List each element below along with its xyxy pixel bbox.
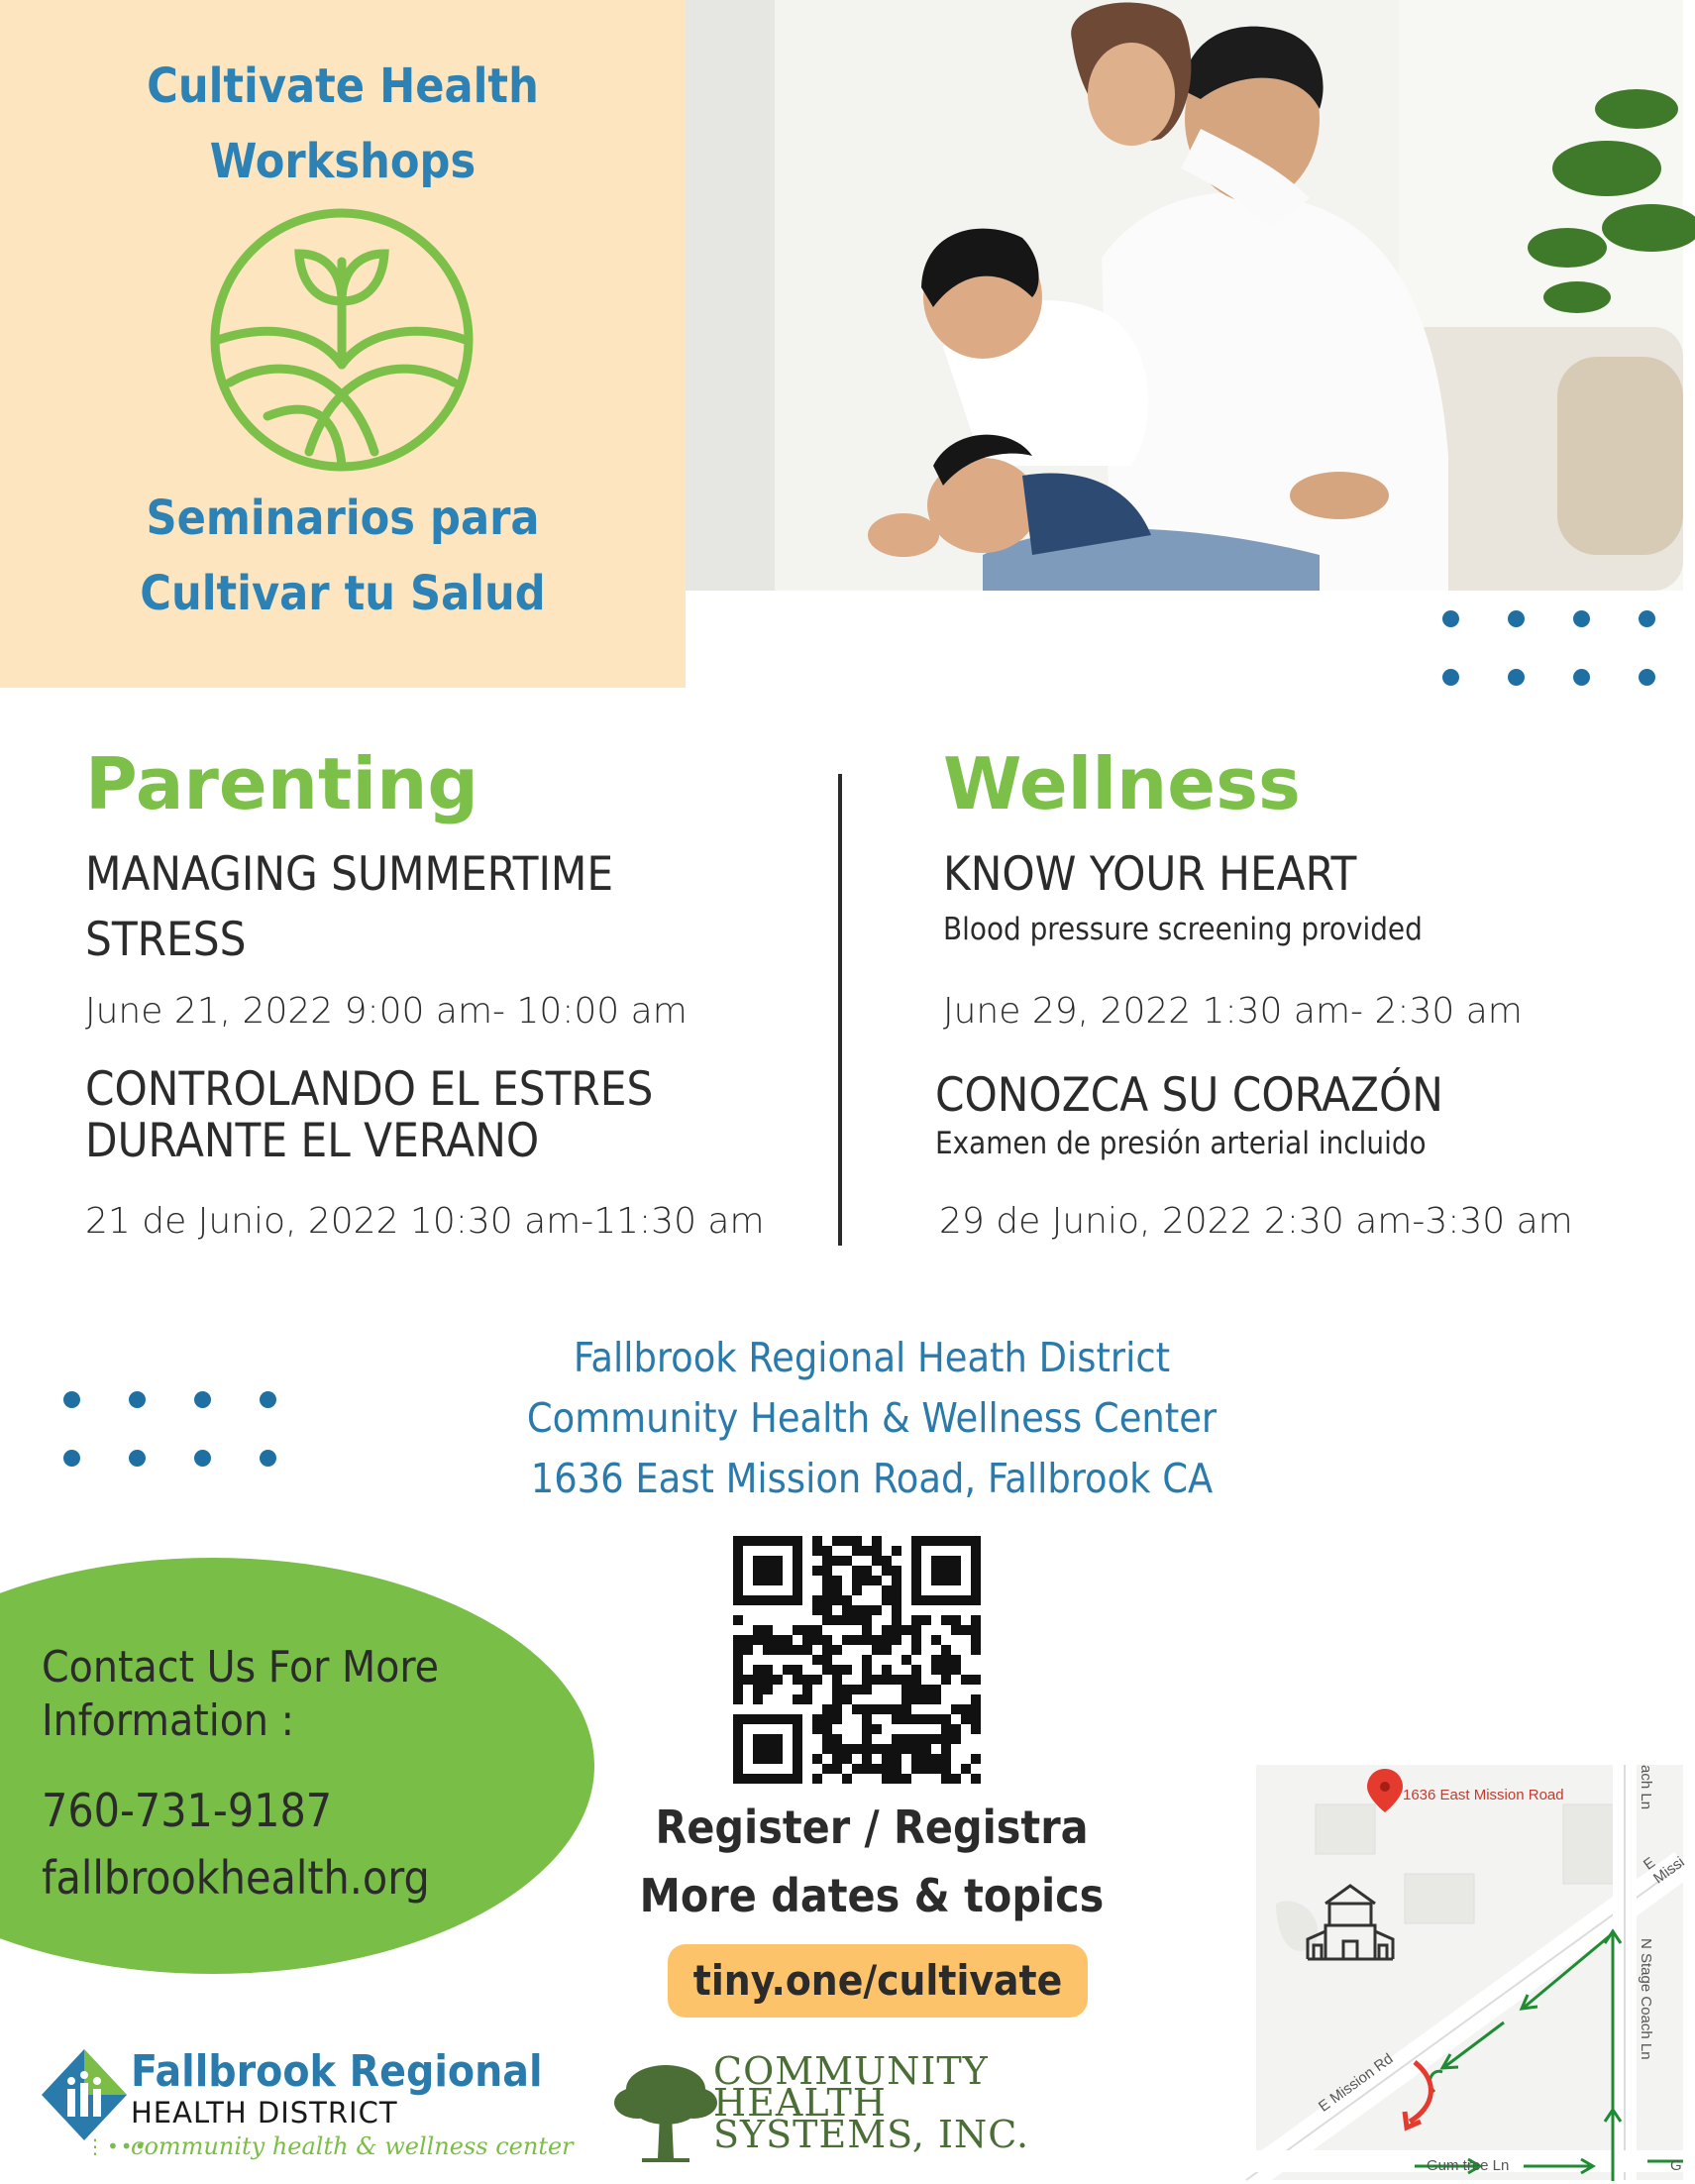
column-divider — [838, 774, 842, 1246]
parenting-title-en-line2: STRESS — [85, 913, 247, 967]
family-photo — [686, 0, 1683, 591]
qr-code-icon[interactable] — [733, 1536, 981, 1784]
map-road-mission-ne: E Missi — [1641, 1853, 1688, 1888]
wellness-heading: Wellness — [943, 742, 1301, 825]
wellness-title-es: CONOZCA SU CORAZÓN — [935, 1068, 1443, 1123]
dot — [129, 1391, 146, 1408]
chs-logo-line2: HEALTH — [713, 2081, 887, 2125]
dot — [194, 1391, 211, 1408]
decorative-dots-left — [63, 1391, 277, 1467]
tree-logo-icon — [612, 2055, 719, 2166]
frhd-logo-name: Fallbrook Regional — [131, 2046, 543, 2097]
dot — [1573, 669, 1590, 686]
contact-heading-line1: Contact Us For More — [42, 1642, 440, 1693]
contact-heading-line2: Information : — [42, 1695, 294, 1746]
parenting-heading: Parenting — [85, 742, 478, 825]
dot — [63, 1391, 80, 1408]
frhd-logo-sub: HEALTH DISTRICT — [131, 2096, 398, 2129]
dot — [1442, 669, 1459, 686]
decorative-dots-top — [1442, 610, 1656, 686]
map-road-stage: N Stage Coach Ln — [1638, 1938, 1654, 2060]
dot — [1639, 669, 1655, 686]
map-pin-label: 1636 East Mission Road — [1403, 1787, 1564, 1803]
chs-logo-line3: SYSTEMS, INC. — [713, 2113, 1030, 2156]
map-road-stage-top: ach Ln — [1638, 1765, 1654, 1810]
map-road-gum: Gum tree Ln — [1427, 2157, 1510, 2174]
chs-logo-line1: COMMUNITY — [713, 2049, 989, 2093]
wellness-date-en: June 29, 2022 1:30 am- 2:30 am — [943, 991, 1523, 1032]
title-en-line1: Cultivate Health — [147, 58, 539, 114]
parenting-date-en: June 21, 2022 9:00 am- 10:00 am — [85, 991, 688, 1032]
dot — [63, 1450, 80, 1467]
wellness-subtitle-en: Blood pressure screening provided — [943, 912, 1423, 947]
frhd-logo-mark — [40, 2045, 129, 2144]
frhd-logo-dots: ⋮••• — [85, 2134, 149, 2158]
parenting-title-en-line1: MANAGING SUMMERTIME — [85, 847, 614, 902]
contact-phone[interactable]: 760-731-9187 — [42, 1784, 333, 1837]
map-road-mission: E Mission Rd — [1316, 2050, 1397, 2116]
family-photo-illustration — [686, 0, 1683, 591]
dot — [1639, 610, 1655, 627]
address-line1: Fallbrook Regional Heath District — [573, 1334, 1171, 1381]
sprout-circle-icon — [208, 206, 476, 474]
wellness-date-es: 29 de Junio, 2022 2:30 am-3:30 am — [939, 1201, 1573, 1242]
parenting-title-es-line1: CONTROLANDO EL ESTRES — [85, 1062, 654, 1117]
dot — [129, 1450, 146, 1467]
address-line2: Community Health & Wellness Center — [526, 1394, 1218, 1442]
dot — [260, 1450, 276, 1467]
frhd-logo-icon — [40, 2045, 129, 2144]
parenting-title-es-line2: DURANTE EL VERANO — [85, 1114, 540, 1168]
register-link-button[interactable]: tiny.one/cultivate — [668, 1944, 1088, 2018]
map-graphic — [1256, 1765, 1683, 2180]
location-map[interactable] — [1256, 1765, 1688, 2180]
wellness-title-en: KNOW YOUR HEART — [943, 847, 1357, 902]
title-es-line1: Seminarios para — [146, 491, 540, 546]
title-es-line2: Cultivar tu Salud — [140, 566, 546, 621]
dot — [1508, 669, 1525, 686]
contact-blob — [0, 1558, 594, 1974]
register-line2: More dates & topics — [639, 1869, 1105, 1922]
parenting-date-es: 21 de Junio, 2022 10:30 am-11:30 am — [85, 1201, 765, 1242]
dot — [260, 1391, 276, 1408]
register-line1: Register / Registra — [655, 1801, 1089, 1854]
dot — [1508, 610, 1525, 627]
contact-website[interactable]: fallbrookhealth.org — [42, 1851, 430, 1905]
dot — [1573, 610, 1590, 627]
map-road-g: G — [1670, 2157, 1682, 2174]
dot — [1442, 610, 1459, 627]
address-line3: 1636 East Mission Road, Fallbrook CA — [530, 1455, 1214, 1502]
frhd-logo-tagline: community health & wellness center — [131, 2132, 574, 2160]
wellness-subtitle-es: Examen de presión arterial incluido — [935, 1126, 1427, 1161]
title-en-line2: Workshops — [209, 134, 477, 189]
dot — [194, 1450, 211, 1467]
